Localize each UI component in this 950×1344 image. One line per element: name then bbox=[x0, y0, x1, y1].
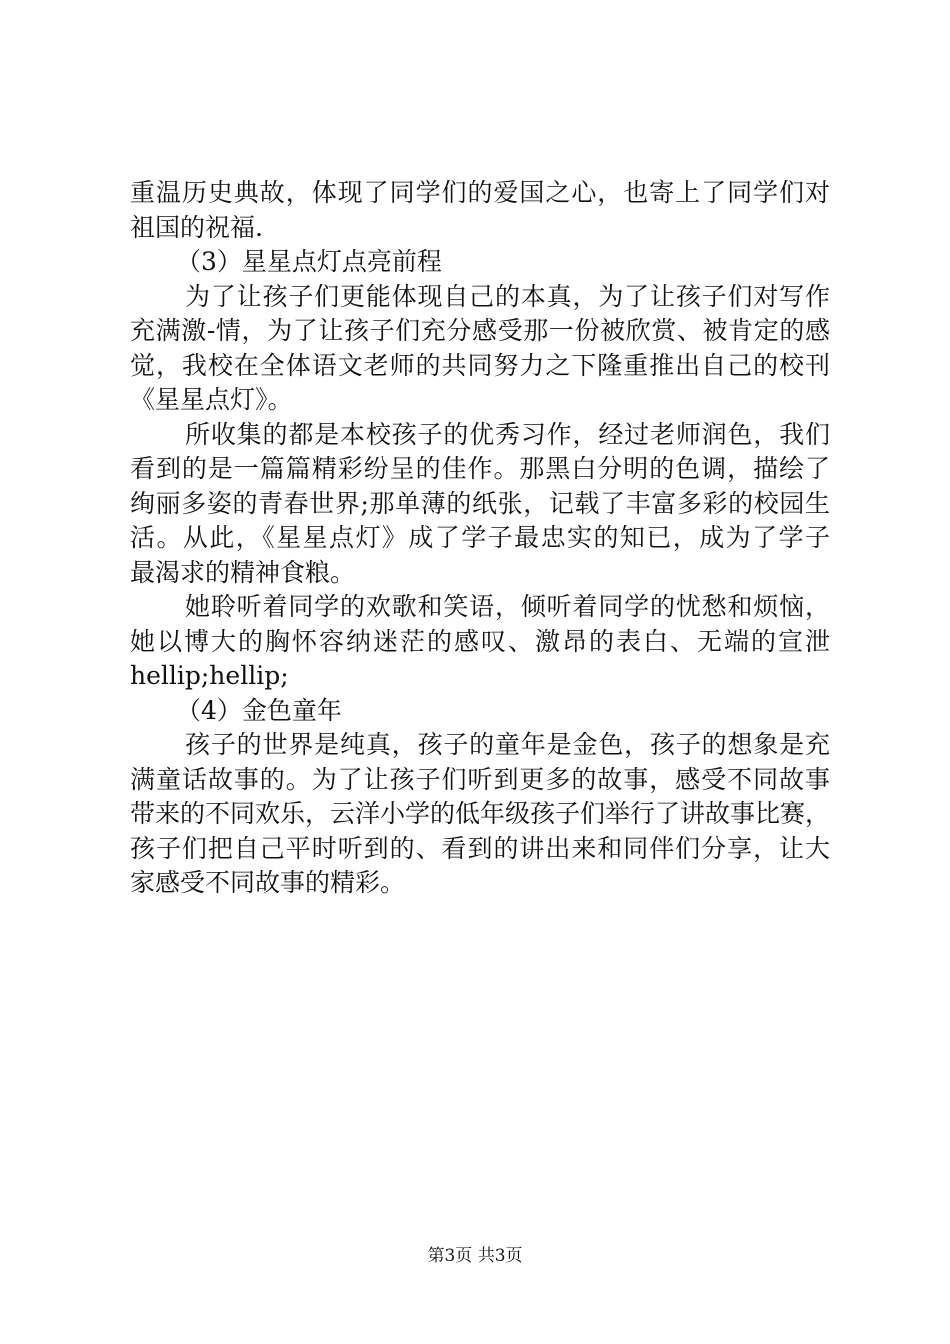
body-line: 带来的不同欢乐，云洋小学的低年级孩子们举行了讲故事比赛， bbox=[130, 799, 831, 828]
page-number-label: 第3页 共3页 bbox=[427, 1246, 523, 1266]
body-line: 她以博大的胸怀容纳迷茫的感叹、激昂的表白、无端的宣泄 bbox=[130, 626, 830, 656]
body-line: 孩子们把自己平时听到的、看到的讲出来和同伴们分享，让大 bbox=[130, 833, 830, 863]
body-line: 满童话故事的。为了让孩子们听到更多的故事，感受不同故事 bbox=[130, 764, 830, 794]
body-line: 绚丽多姿的青春世界;那单薄的纸张，记载了丰富多彩的校园生 bbox=[130, 488, 830, 518]
body-line: hellip;hellip; bbox=[130, 661, 289, 690]
paragraph-first-line: 她聆听着同学的欢歌和笑语，倾听着同学的忧愁和烦恼， bbox=[185, 592, 830, 621]
body-line: 看到的是一篇篇精彩纷呈的佳作。那黑白分明的色调，描绘了 bbox=[130, 454, 830, 483]
section-heading: （3）星星点灯点亮前程 bbox=[176, 247, 442, 276]
body-line: 祖国的祝福. bbox=[130, 212, 263, 242]
body-line: 最渴求的精神食粮。 bbox=[130, 557, 356, 587]
body-line: 觉，我校在全体语文老师的共同努力之下隆重推出自己的校刊 bbox=[130, 350, 830, 380]
paragraph-first-line: 孩子的世界是纯真，孩子的童年是金色，孩子的想象是充 bbox=[185, 730, 830, 759]
body-line: 家感受不同故事的精彩。 bbox=[130, 868, 406, 897]
document-body bbox=[130, 176, 830, 901]
body-line: 重温历史典故，体现了同学们的爱国之心，也寄上了同学们对 bbox=[130, 178, 830, 207]
paragraph-first-line: 所收集的都是本校孩子的优秀习作，经过老师润色，我们 bbox=[185, 419, 830, 449]
section-heading: （4）金色童年 bbox=[176, 695, 342, 725]
paragraph-first-line: 为了让孩子们更能体现自己的本真，为了让孩子们对写作 bbox=[185, 281, 830, 311]
body-line: 充满激-情，为了让孩子们充分感受那一份被欣赏、被肯定的感 bbox=[130, 316, 830, 345]
body-line: 《星星点灯》。 bbox=[130, 385, 293, 414]
page-footer bbox=[0, 1241, 950, 1266]
body-line: 活。从此，《星星点灯》成了学子最忠实的知已，成为了学子 bbox=[130, 523, 830, 552]
